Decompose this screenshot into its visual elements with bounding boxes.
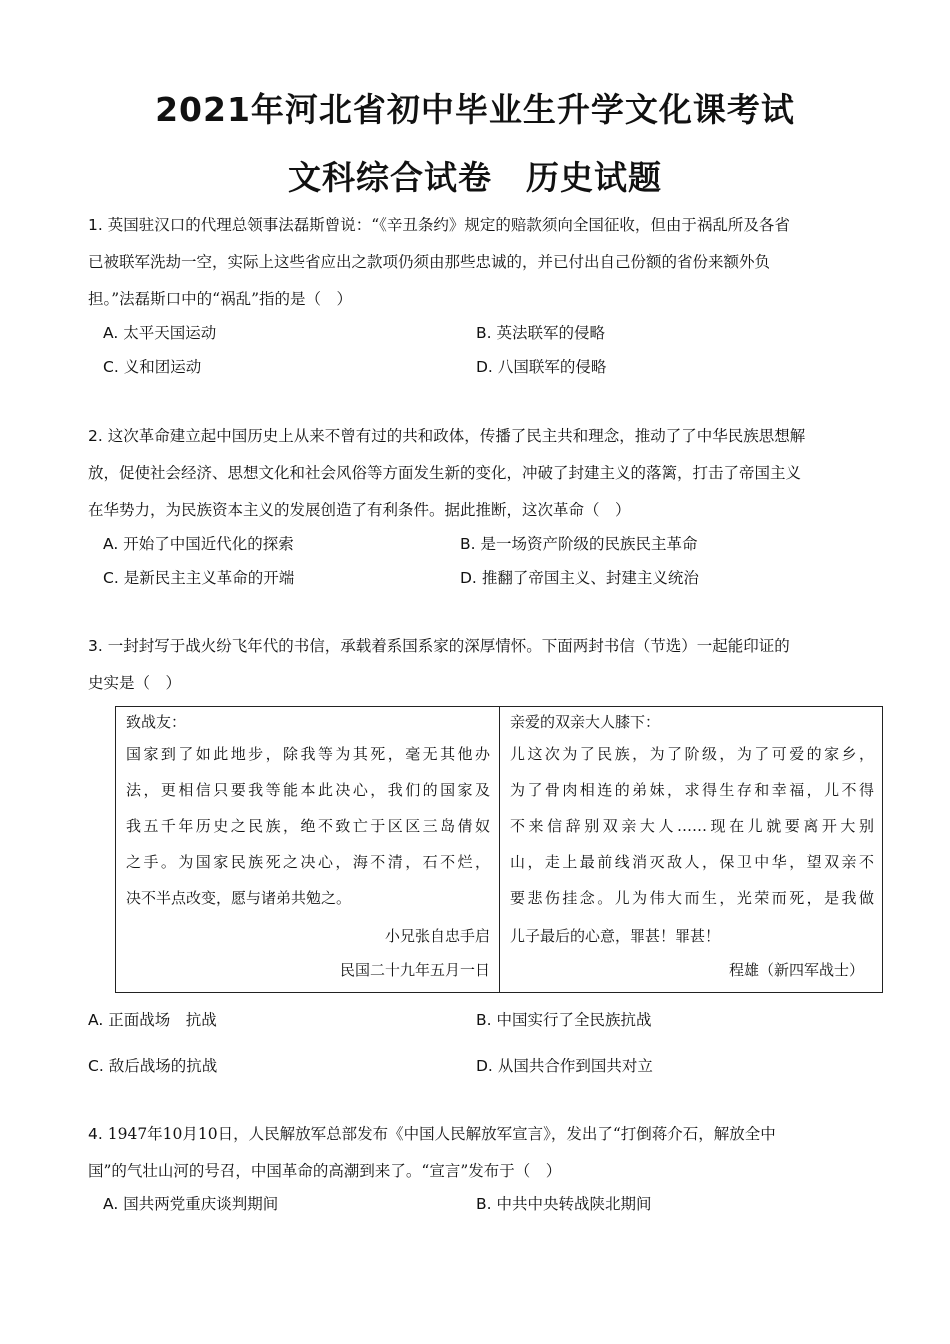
letter-left-line-5: 决不半点改变，愿与诸弟共勉之。 [126, 889, 352, 907]
question-3-option-c[interactable]: C. 敌后战场的抗战 [88, 1057, 218, 1075]
question-2-number: 2. [88, 427, 103, 445]
question-3-option-a[interactable]: A. 正面战场 抗战 [88, 1011, 217, 1029]
letter-right-line-4: 山，走上最前线消灭敌人，保卫中华，望双亲不 [510, 853, 874, 871]
letter-left-line-2: 法，更相信只要我等能本此决心，我们的国家及 [126, 781, 490, 799]
question-4-option-b[interactable]: B. 中共中央转战陕北期间 [476, 1195, 652, 1213]
question-2 [88, 418, 868, 529]
question-2-option-c[interactable]: C. 是新民主主义革命的开端 [103, 569, 295, 587]
letters-divider [499, 707, 500, 992]
exam-subtitle: 文科综合试卷 历史试题 [288, 158, 662, 197]
question-4-number: 4. [88, 1125, 103, 1143]
question-2-line-3: 在华势力，为民族资本主义的发展创造了有利条件。据此推断，这次革命（ ） [88, 501, 631, 519]
question-2-option-d[interactable]: D. 推翻了帝国主义、封建主义统治 [460, 569, 699, 587]
question-1-option-a[interactable]: A. 太平天国运动 [103, 324, 217, 342]
question-2-line-2: 放，促使社会经济、思想文化和社会风俗等方面发生新的变化，冲破了封建主义的落篱，打击了帝国主义 [88, 464, 802, 482]
question-1-line-1: 1. 英国驻汉口的代理总领事法磊斯曾说：“《辛丑条约》规定的赔款须向全国征收，但由于祸乱所及各省 [88, 216, 790, 234]
question-1-line-3: 担。”法磊斯口中的“祸乱”指的是（ ） [88, 290, 353, 308]
exam-title: 2021年河北省初中毕业生升学文化课考试 [155, 90, 795, 129]
question-3-line-2: 史实是（ ） [88, 674, 182, 692]
question-3-line-1: 3. 一封封写于战火纷飞年代的书信，承载着系国系家的深厚情怀。下面两封书信（节选）一起能印证的 [88, 637, 790, 655]
letters-table [115, 706, 883, 993]
letter-right-line-6: 儿子最后的心意，罪甚！罪甚！ [510, 927, 721, 945]
question-4-line-2: 国”的气壮山河的号召，中国革命的高潮到来了。“宣言”发布于（ ） [88, 1162, 562, 1180]
question-1 [88, 207, 868, 318]
letter-right-line-5: 要悲伤挂念。儿为伟大而生，光荣而死，是我做 [510, 889, 874, 907]
question-1-number: 1. [88, 216, 103, 234]
letter-left-salutation: 致战友： [126, 713, 187, 731]
letter-left-date: 民国二十九年五月一日 [339, 961, 490, 979]
question-1-line-2: 已被联军洗劫一空，实际上这些省应出之款项仍须由那些忠诚的，并已付出自己份额的省份来额外负 [88, 253, 771, 271]
letter-right-signature: 程雄（新四军战士） [728, 961, 864, 979]
question-3-option-d[interactable]: D. 从国共合作到国共对立 [476, 1057, 653, 1075]
question-3-option-b[interactable]: B. 中国实行了全民族抗战 [476, 1011, 652, 1029]
question-4 [88, 1116, 868, 1190]
letter-left-line-1: 国家到了如此地步，除我等为其死，毫无其他办 [126, 745, 490, 763]
letter-right-line-2: 为了骨肉相连的弟妹，求得生存和幸福，儿不得 [510, 781, 874, 799]
question-3 [88, 628, 868, 702]
question-2-line-1: 2. 这次革命建立起中国历史上从来不曾有过的共和政体，传播了民主共和理念，推动了了中华民族思想解 [88, 427, 806, 445]
letter-right-line-3: 不来信辞别双亲大人……现在儿就要离开大别 [510, 817, 874, 835]
question-1-option-b[interactable]: B. 英法联军的侵略 [476, 324, 606, 342]
letter-left-line-4: 之手。为国家民族死之决心，海不清，石不烂， [126, 853, 490, 871]
question-4-line-1: 4. 1947年10月10日，人民解放军总部发布《中国人民解放军宣言》，发出了“打倒蒋介石，解放全中 [88, 1125, 776, 1143]
question-1-option-c[interactable]: C. 义和团运动 [103, 358, 202, 376]
question-1-option-d[interactable]: D. 八国联军的侵略 [476, 358, 607, 376]
letter-left-line-3: 我五千年历史之民族，绝不致亡于区区三岛倩奴 [126, 817, 490, 835]
letter-right-line-1: 儿这次为了民族，为了阶级，为了可爱的家乡， [510, 745, 874, 763]
letter-right-salutation: 亲爱的双亲大人膝下： [510, 713, 661, 731]
question-2-option-b[interactable]: B. 是一场资产阶级的民族民主革命 [460, 535, 698, 553]
letter-left-signature: 小兄张自忠手启 [384, 927, 490, 945]
question-2-option-a[interactable]: A. 开始了中国近代化的探索 [103, 535, 294, 553]
question-4-option-a[interactable]: A. 国共两党重庆谈判期间 [103, 1195, 279, 1213]
question-3-number: 3. [88, 637, 103, 655]
